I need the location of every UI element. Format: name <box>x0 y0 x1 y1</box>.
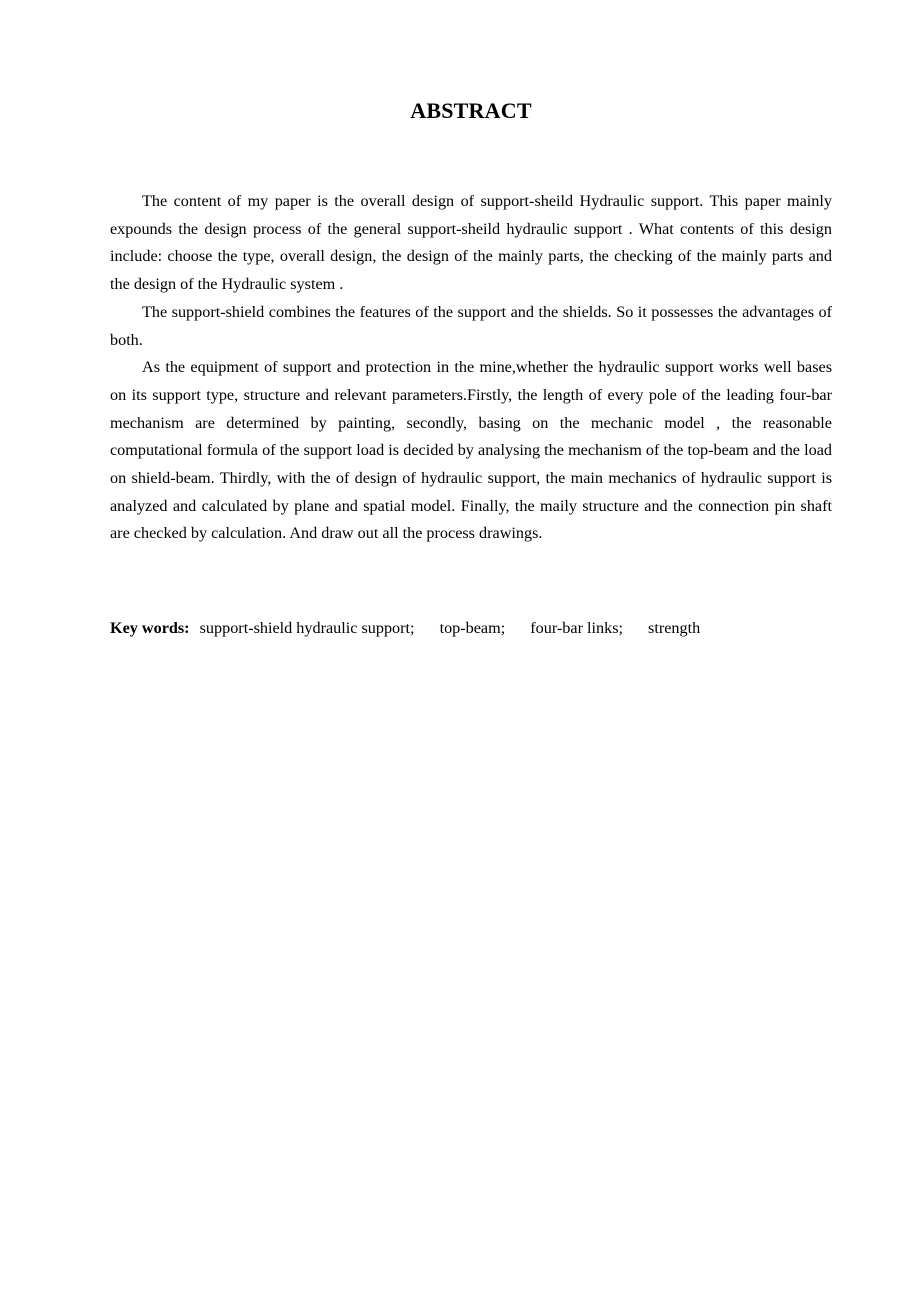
abstract-body <box>110 188 832 548</box>
abstract-paragraph-3: As the equipment of support and protection in the mine,whether the hydraulic support works well bases on its support type, structure and relevant parameters.Firstly, the length of every pole of the leading four-bar mechanism are determined by painting, secondly, basing on the mechanic model , the reasonable computational formula of the support load is decided by analysing the mechanism of the top-beam and the load on shield-beam. Thirdly, with the of design of hydraulic support, the main mechanics of hydraulic support is analyzed and calculated by plane and spatial model. Finally, the maily structure and the connection pin shaft are checked by calculation. And draw out all the process drawings. <box>110 358 832 543</box>
abstract-paragraph-2: The support-shield combines the features of the support and the shields. So it possesses the advantages of both. <box>110 302 832 349</box>
abstract-paragraph-1: The content of my paper is the overall design of support-sheild Hydraulic support. This paper mainly expounds the design process of the general support-sheild hydraulic support . What contents of this design include: choose the type, overall design, the design of the mainly parts, the checking of the mainly parts and the design of the Hydraulic system . <box>110 192 832 294</box>
keyword-item: top-beam; <box>439 619 506 637</box>
keyword-item: support-shield hydraulic support; <box>199 619 415 637</box>
keywords-line <box>110 615 832 643</box>
keyword-item: strength <box>648 619 701 637</box>
keywords-label: Key words: <box>110 619 190 637</box>
keyword-item: four-bar links; <box>530 619 623 637</box>
abstract-title: ABSTRACT <box>410 98 532 123</box>
